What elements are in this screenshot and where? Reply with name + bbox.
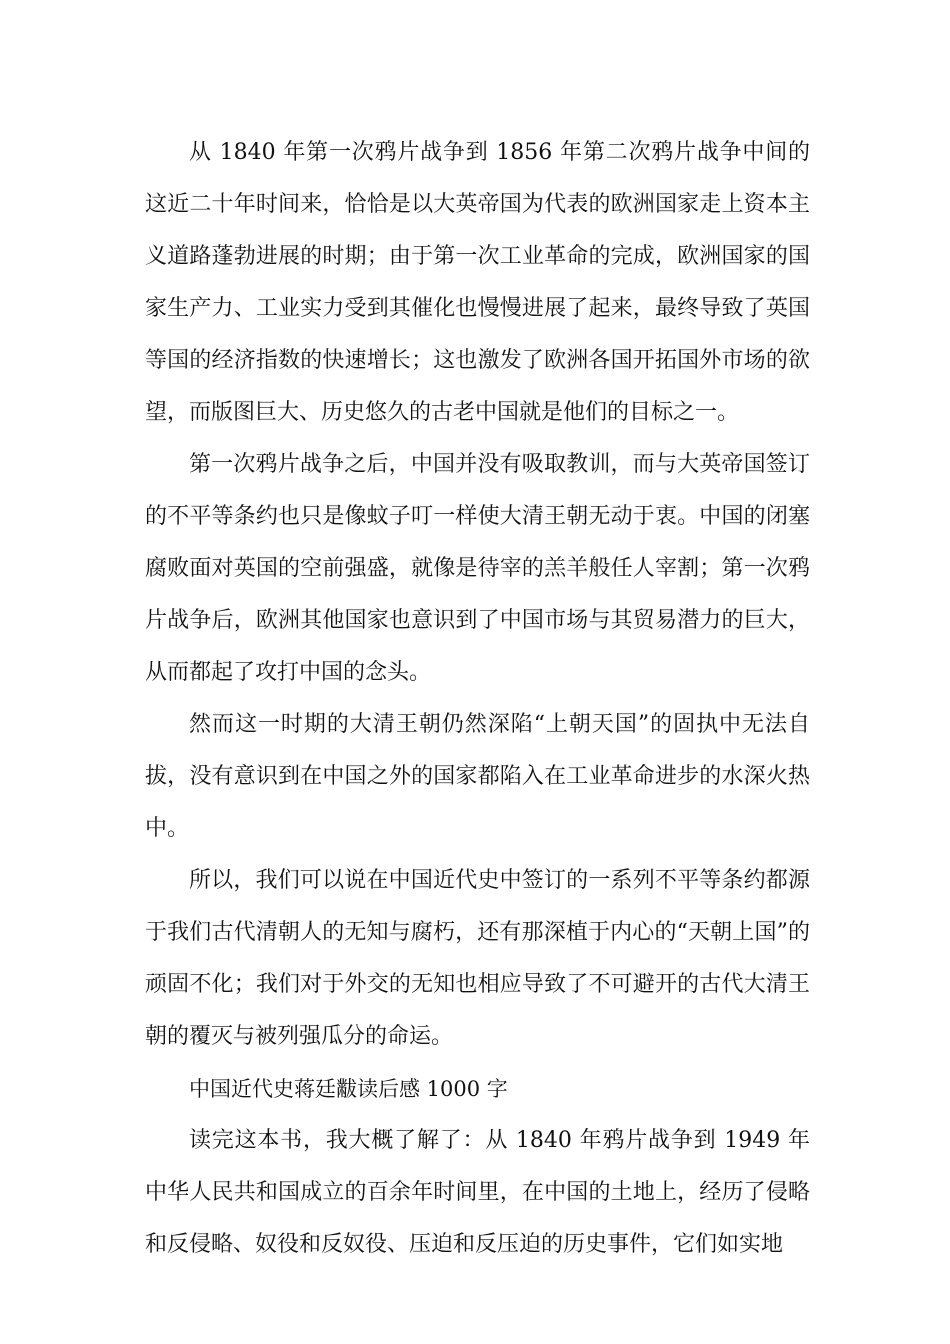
paragraph-opium-war-background: 从 1840 年第一次鸦片战争到 1856 年第二次鸦片战争中间的这近二十年时间来，恰恰是以大英帝国为代表的欧洲国家走上资本主义道路蓬勃进展的时期；由于第一次工业革命的完成，欧洲国家的国家生产力、工业实力受到其催化也慢慢进展了起来，最终导致了英国等国的经济指数的快速增长；这也激发了欧洲各国开拓国外市场的欲望，而版图巨大、历史悠久的古老中国就是他们的目标之一。 xyxy=(145,140,810,425)
paragraph-qing-stubbornness: 然而这一时期的大清王朝仍然深陷“上朝天国”的固执中无法自拔，没有意识到在中国之外的国家都陷入在工业革命进步的水深火热中。 xyxy=(145,712,810,841)
paragraph-book-review: 读完这本书，我大概了解了：从 1840 年鸦片战争到 1949 年中华人民共和国成立的百余年时间里，在中国的土地上，经历了侵略和反侵略、奴役和反奴役、压迫和反压迫的历史事件，它们如实地 xyxy=(145,1128,810,1257)
section-heading: 中国近代史蒋廷黻读后感 1000 字 xyxy=(189,1077,508,1101)
paragraph-after-first-war: 第一次鸦片战争之后，中国并没有吸取教训，而与大英帝国签订的不平等条约也只是像蚊子叮一样使大清王朝无动于衷。中国的闭塞腐败面对英国的空前强盛，就像是待宰的羔羊般任人宰割；第一次鸦片战争后，欧洲其他国家也意识到了中国市场与其贸易潜力的巨大，从而都起了攻打中国的念头。 xyxy=(145,452,810,685)
paragraph-conclusion: 所以，我们可以说在中国近代史中签订的一系列不平等条约都源于我们古代清朝人的无知与腐朽，还有那深植于内心的“天朝上国”的顽固不化；我们对于外交的无知也相应导致了不可避开的古代大清王朝的覆灭与被列强瓜分的命运。 xyxy=(145,868,810,1049)
document-body xyxy=(145,127,810,1271)
